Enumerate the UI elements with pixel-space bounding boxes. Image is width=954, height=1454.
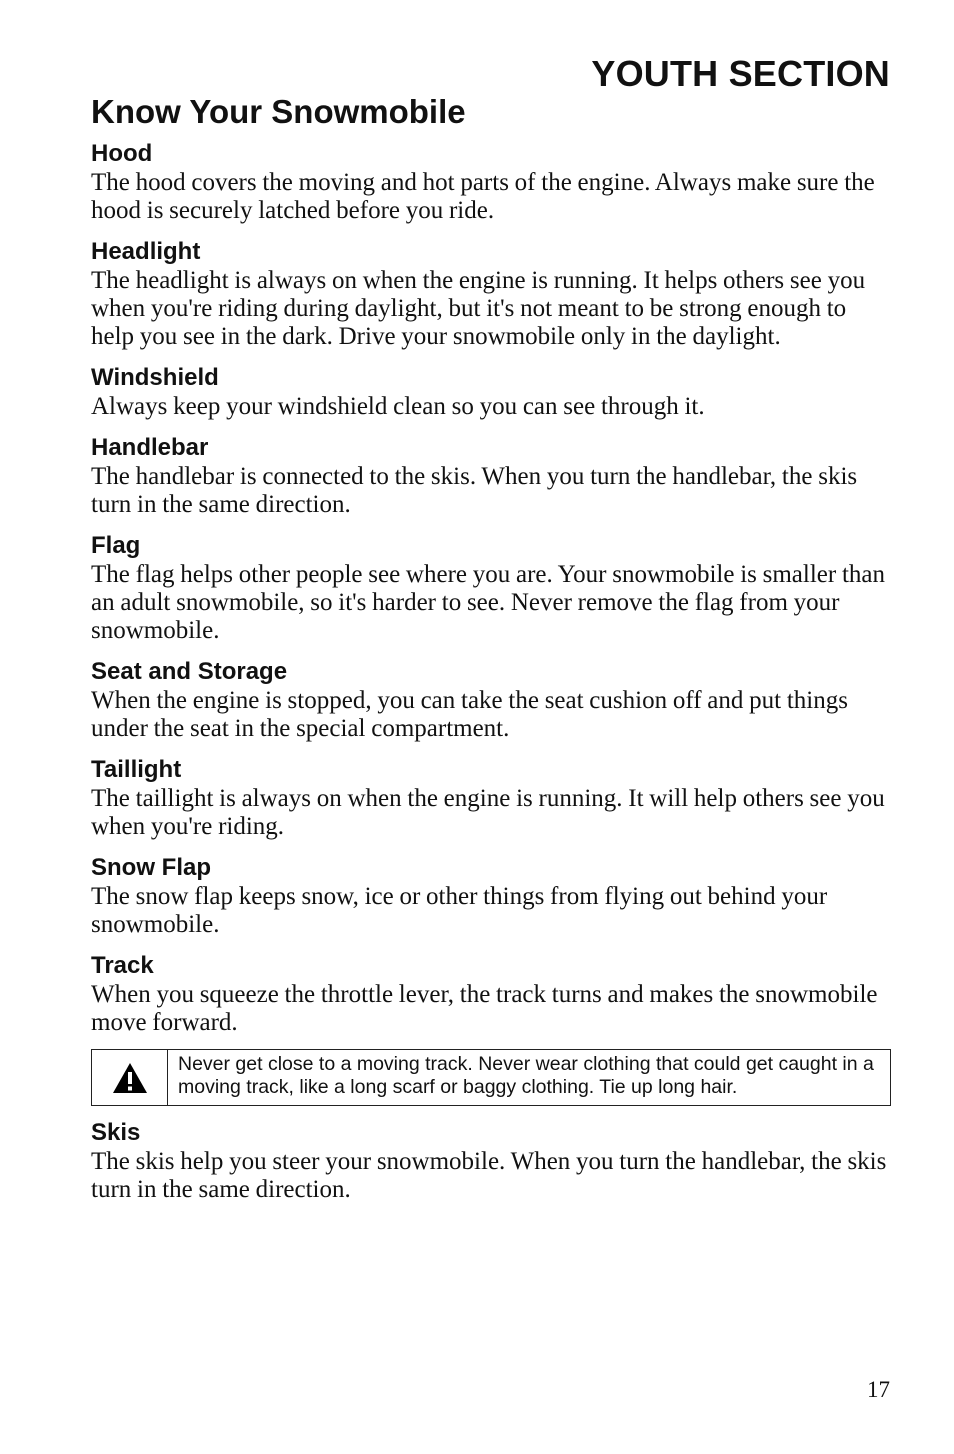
section-title: YOUTH SECTION — [591, 53, 890, 94]
section-heading: Skis — [91, 1119, 141, 1146]
section-heading: Taillight — [91, 756, 182, 783]
section-seat-and-storage — [91, 657, 891, 743]
section-heading: Seat and Storage — [91, 658, 288, 685]
section-taillight — [91, 755, 891, 841]
warning-icon-cell — [92, 1050, 168, 1105]
section-hood — [91, 139, 891, 225]
section-snow-flap — [91, 853, 891, 939]
section-flag — [91, 531, 891, 645]
warning-triangle-icon — [112, 1062, 148, 1094]
section-handlebar — [91, 433, 891, 519]
section-body: When the engine is stopped, you can take the seat cushion off and put things under the seat in the special compartment. — [91, 687, 848, 742]
section-windshield — [91, 363, 891, 421]
page-number: 17 — [867, 1377, 890, 1402]
section-heading: Hood — [91, 140, 153, 167]
section-heading: Flag — [91, 532, 141, 559]
section-heading: Windshield — [91, 364, 219, 391]
section-track — [91, 951, 891, 1037]
section-headlight — [91, 237, 891, 351]
section-body: Always keep your windshield clean so you can see through it. — [91, 393, 705, 420]
section-body: The taillight is always on when the engine is running. It will help others see you when you're riding. — [91, 785, 885, 840]
page-title: Know Your Snowmobile — [91, 93, 466, 130]
section-body: The flag helps other people see where you are. Your snowmobile is smaller than an adult snowmobile, so it's harder to see. Never remove the flag from your snowmobile. — [91, 561, 885, 644]
section-body: The handlebar is connected to the skis. When you turn the handlebar, the skis turn in the same direction. — [91, 463, 858, 518]
section-body: When you squeeze the throttle lever, the track turns and makes the snowmobile move forward. — [91, 981, 878, 1036]
section-heading: Handlebar — [91, 434, 209, 461]
section-heading: Track — [91, 952, 154, 979]
warning-text: Never get close to a moving track. Never wear clothing that could get caught in a moving track, like a long scarf or baggy clothing. Tie up long hair. — [178, 1053, 874, 1098]
section-body: The skis help you steer your snowmobile. When you turn the handlebar, the skis turn in the same direction. — [91, 1148, 887, 1203]
section-body: The headlight is always on when the engine is running. It helps others see you when you're riding during daylight, but it's not meant to be strong enough to help you see in the dark. Drive your snowmobile only in the daylight. — [91, 267, 866, 350]
content — [91, 139, 891, 1216]
section-body: The snow flap keeps snow, ice or other things from flying out behind your snowmobile. — [91, 883, 828, 938]
section-heading: Snow Flap — [91, 854, 211, 881]
section-heading: Headlight — [91, 238, 201, 265]
section-skis — [91, 1118, 891, 1204]
warning-box — [91, 1049, 891, 1106]
section-body: The hood covers the moving and hot parts of the engine. Always make sure the hood is securely latched before you ride. — [91, 169, 875, 224]
